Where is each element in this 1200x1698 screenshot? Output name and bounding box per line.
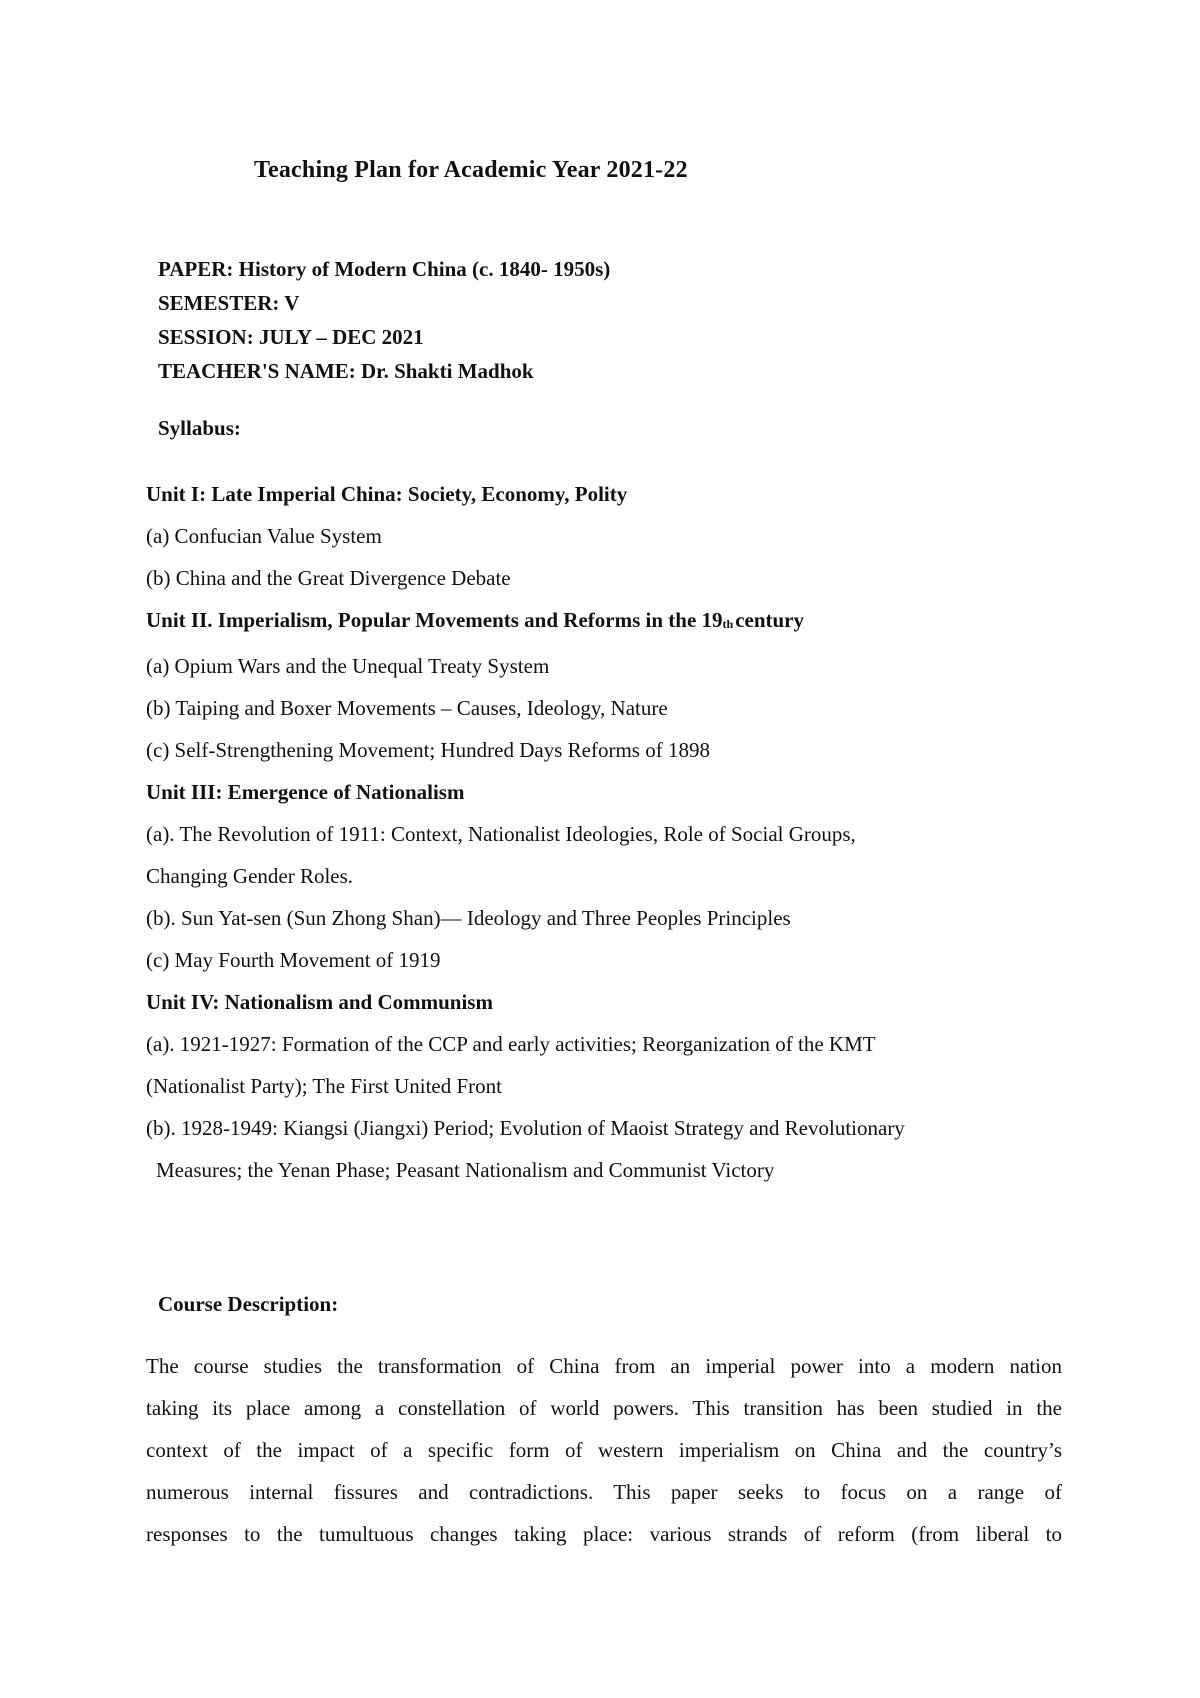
unit-1-title: Unit I: Late Imperial China: Society, Economy, Polity	[146, 482, 628, 506]
unit-4-item-b-continued: Measures; the Yenan Phase; Peasant Nationalism and Communist Victory	[156, 1158, 775, 1182]
session-line: SESSION: JULY – DEC 2021	[158, 325, 424, 349]
description-line: context of the impact of a specific form of western imperialism on China and the country’s	[146, 1438, 1062, 1462]
course-meta	[158, 252, 610, 388]
unit-4-item-b: (b). 1928-1949: Kiangsi (Jiangxi) Period; Evolution of Maoist Strategy and Revolutionary	[146, 1116, 905, 1140]
unit-2-item-a: (a) Opium Wars and the Unequal Treaty System	[146, 654, 550, 678]
course-description-heading: Course Description:	[158, 1292, 339, 1316]
unit-2-title-superscript: th	[722, 617, 734, 631]
unit-3-item-a-continued: Changing Gender Roles.	[146, 864, 354, 888]
description-line: numerous internal fissures and contradictions. This paper seeks to focus on a range of	[146, 1480, 1062, 1504]
unit-4-item-a: (a). 1921-1927: Formation of the CCP and early activities; Reorganization of the KMT	[146, 1032, 876, 1056]
teacher-line: TEACHER'S NAME: Dr. Shakti Madhok	[158, 359, 534, 383]
unit-1-item-b: (b) China and the Great Divergence Debate	[146, 566, 511, 590]
unit-4-item-a-continued: (Nationalist Party); The First United Front	[146, 1074, 502, 1098]
unit-2-item-b: (b) Taiping and Boxer Movements – Causes, Ideology, Nature	[146, 696, 668, 720]
unit-3-item-c: (c) May Fourth Movement of 1919	[146, 948, 441, 972]
description-line: The course studies the transformation of China from an imperial power into a modern nation	[146, 1354, 1062, 1378]
unit-2-title-end: century	[735, 608, 805, 632]
description-line: taking its place among a constellation of world powers. This transition has been studied in the	[146, 1396, 1062, 1420]
unit-3-item-b: (b). Sun Yat-sen (Sun Zhong Shan)— Ideology and Three Peoples Principles	[146, 906, 791, 930]
document-title: Teaching Plan for Academic Year 2021-22	[254, 157, 688, 183]
syllabus-heading: Syllabus:	[158, 416, 241, 440]
unit-4-title: Unit IV: Nationalism and Communism	[146, 990, 493, 1014]
course-description	[146, 1345, 1062, 1555]
unit-2-title	[146, 599, 1106, 645]
unit-3-item-a: (a). The Revolution of 1911: Context, Nationalist Ideologies, Role of Social Groups,	[146, 822, 856, 846]
description-line: responses to the tumultuous changes taking place: various strands of reform (from liberal to	[146, 1522, 1062, 1546]
unit-3-title: Unit III: Emergence of Nationalism	[146, 780, 465, 804]
unit-1-item-a: (a) Confucian Value System	[146, 524, 382, 548]
unit-2-item-c: (c) Self-Strengthening Movement; Hundred Days Reforms of 1898	[146, 738, 710, 762]
semester-line: SEMESTER: V	[158, 291, 300, 315]
unit-2-title-main: Unit II. Imperialism, Popular Movements and Reforms in the 19	[146, 608, 723, 632]
syllabus-list	[146, 473, 1106, 1191]
paper-line: PAPER: History of Modern China (c. 1840- 1950s)	[158, 257, 611, 281]
